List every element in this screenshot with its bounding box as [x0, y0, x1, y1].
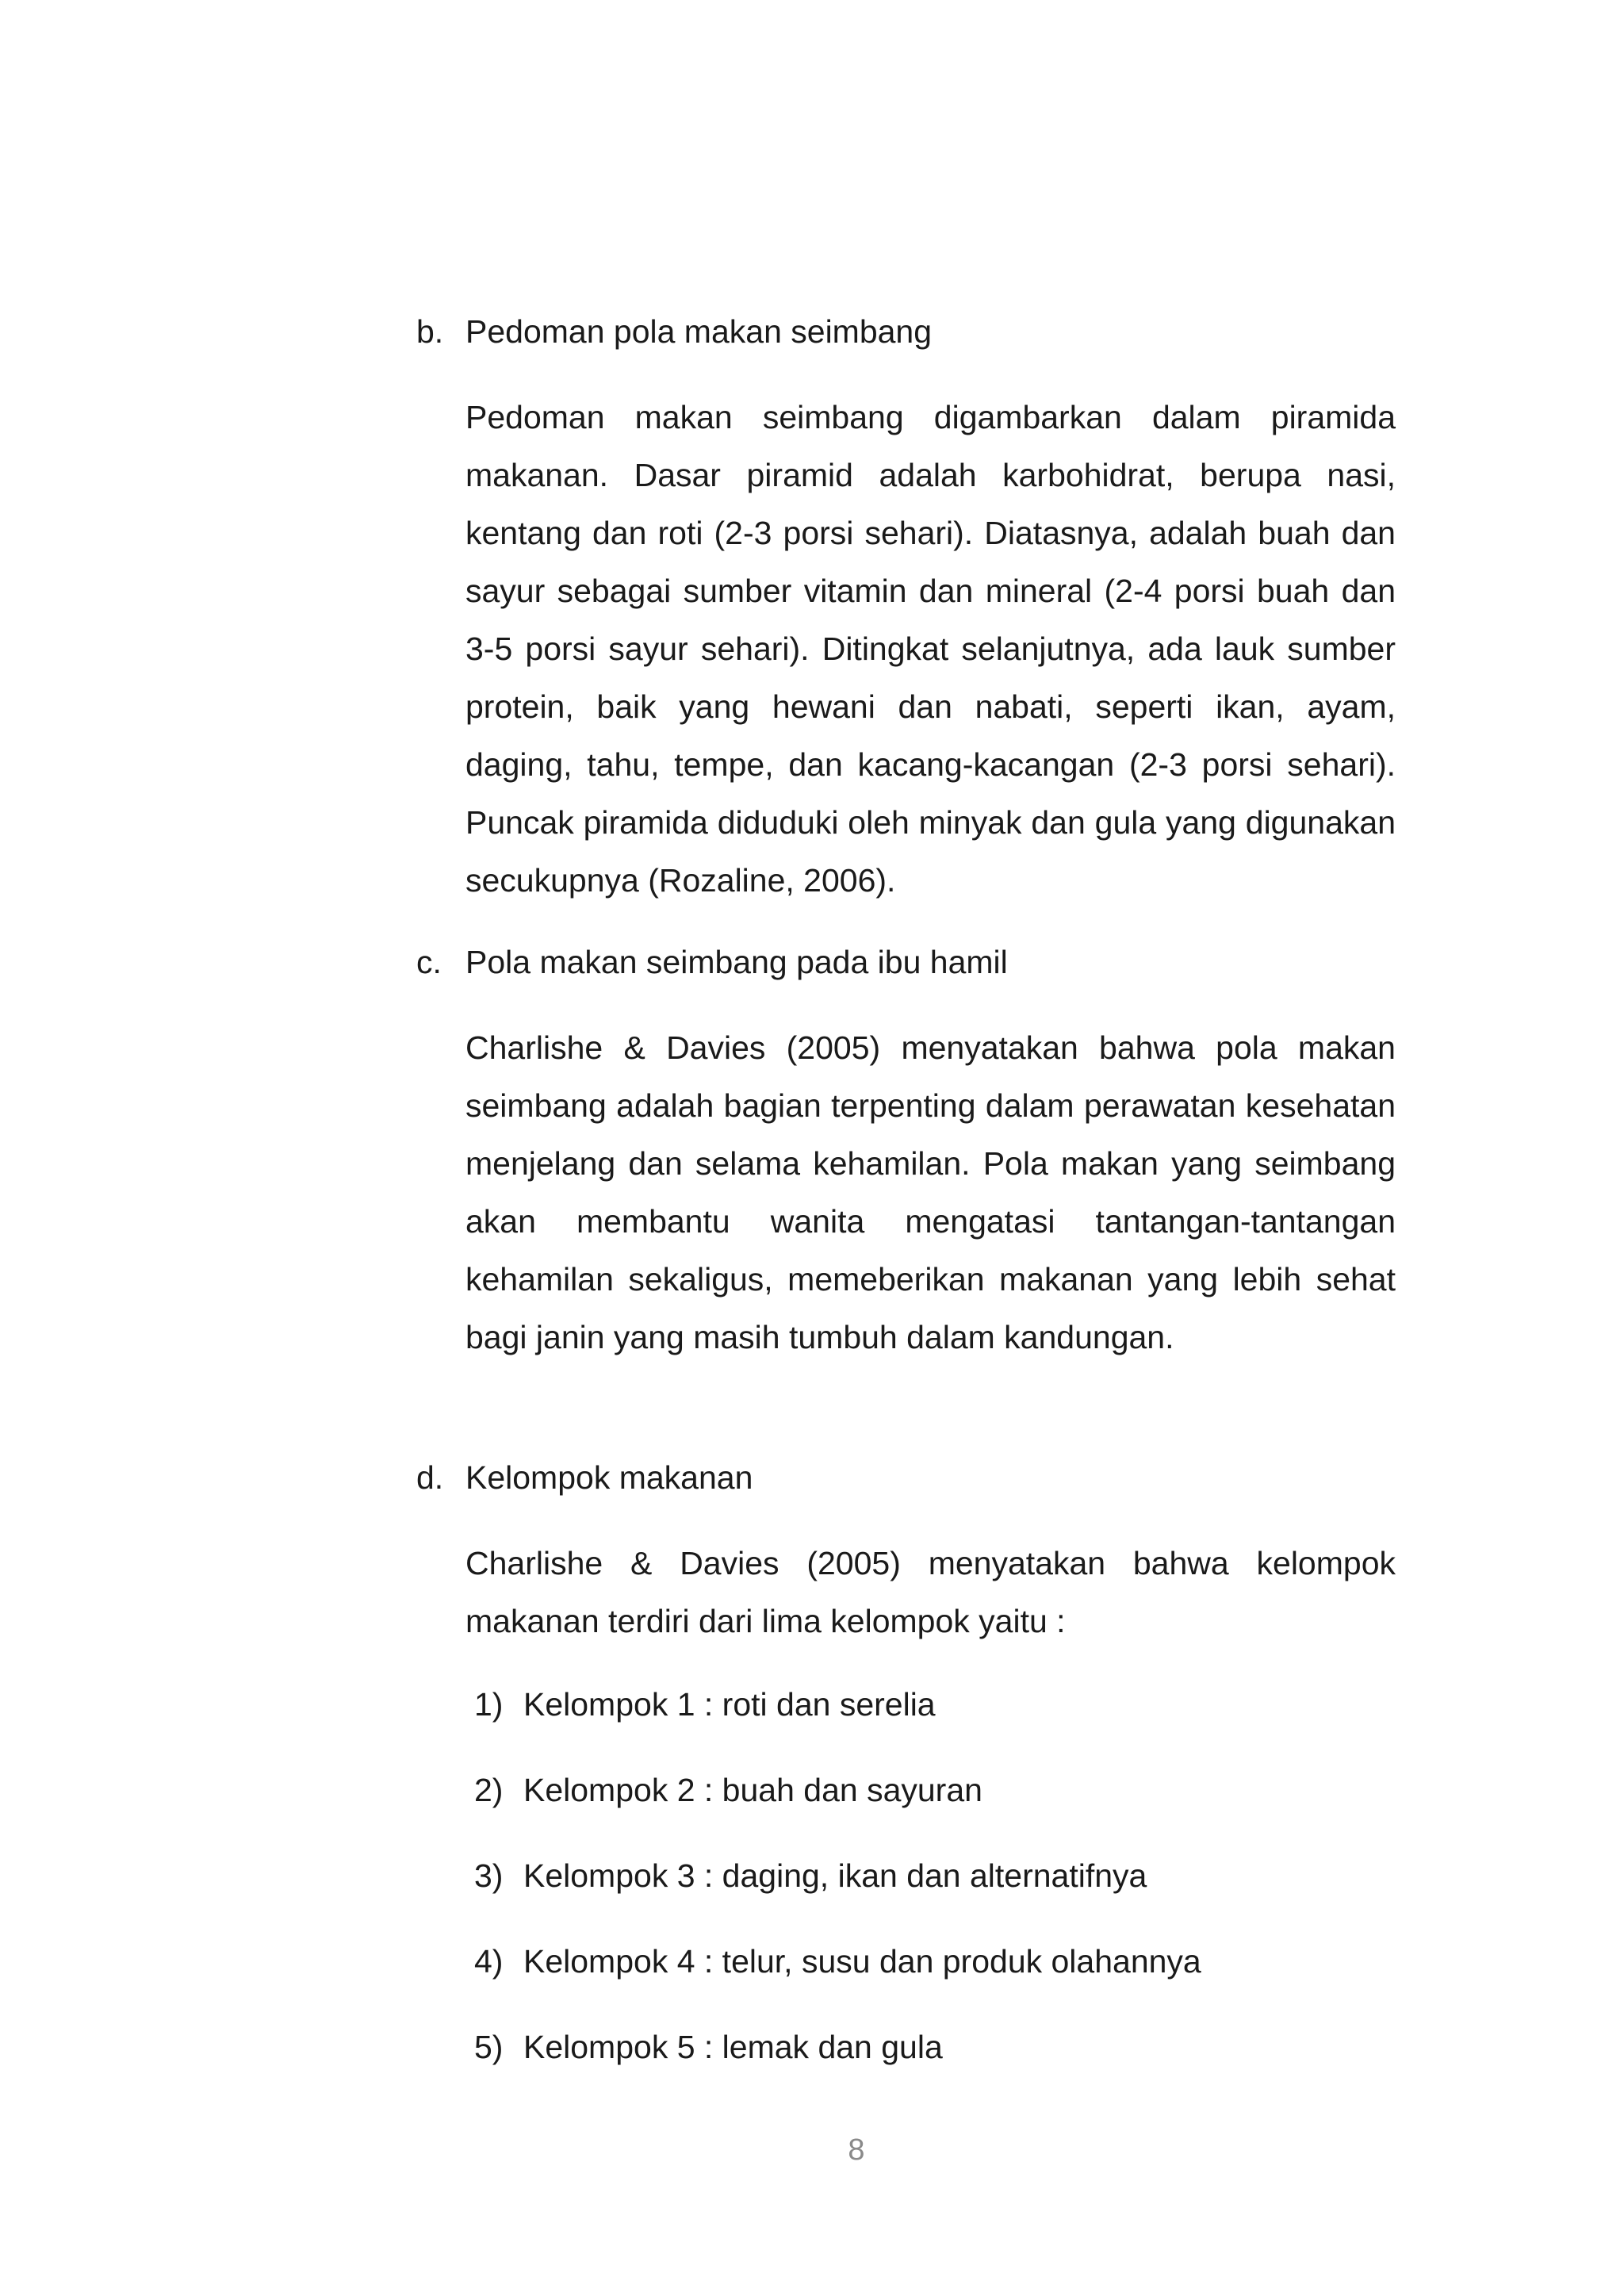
page-number: 8 [848, 2133, 865, 2167]
list-item-number: 4) [474, 1943, 504, 1980]
section-d-title: Kelompok makanan [465, 1459, 753, 1496]
section-d-marker: d. [416, 1459, 444, 1496]
list-item-number: 2) [474, 1772, 504, 1808]
section-c-paragraph: Charlishe & Davies (2005) menyatakan bahwa pola makan seimbang adalah bagian terpenting dalam perawatan kesehatan menjelang dan selama kehamilan. Pola makan yang seimbang akan membantu wanita mengatasi tantangan-tantangan kehamilan sekaligus, memeberikan makanan yang lebih sehat bagi janin yang masih tumbuh dalam kandungan. [465, 1029, 1396, 1355]
list-item-number: 5) [474, 2029, 504, 2065]
section-c-title: Pola makan seimbang pada ibu hamil [465, 944, 1008, 980]
list-item [474, 1685, 936, 1724]
list-item-text: Kelompok 5 : lemak dan gula [523, 2029, 943, 2065]
list-item [474, 1770, 982, 1810]
list-item-text: Kelompok 1 : roti dan serelia [523, 1686, 936, 1723]
list-item-number: 1) [474, 1686, 504, 1723]
section-b-marker: b. [416, 313, 444, 350]
section-d-paragraph: Charlishe & Davies (2005) menyatakan bahwa kelompok makanan terdiri dari lima kelompok yaitu : [465, 1545, 1396, 1639]
list-item [474, 1941, 1201, 1981]
list-item-number: 3) [474, 1857, 504, 1894]
section-d-heading [416, 1458, 753, 1497]
list-item-text: Kelompok 2 : buah dan sayuran [523, 1772, 982, 1808]
section-c-marker: c. [416, 944, 442, 980]
section-b-title: Pedoman pola makan seimbang [465, 313, 933, 350]
section-b-paragraph: Pedoman makan seimbang digambarkan dalam piramida makanan. Dasar piramid adalah karbohidrat, berupa nasi, kentang dan roti (2-3 porsi sehari). Diatasnya, adalah buah dan sayur sebagai sumber vitamin dan mineral (2-4 porsi buah dan 3-5 porsi sayur sehari). Ditingkat selanjutnya, ada lauk sumber protein, baik yang hewani dan nabati, seperti ikan, ayam, daging, tahu, tempe, dan kacang-kacangan (2-3 porsi sehari). Puncak piramida diduduki oleh minyak dan gula yang digunakan secukupnya (Rozaline, 2006). [465, 399, 1396, 899]
list-item [474, 1856, 1147, 1895]
list-item-text: Kelompok 4 : telur, susu dan produk olahannya [523, 1943, 1201, 1980]
list-item-text: Kelompok 3 : daging, ikan dan alternatifnya [523, 1857, 1147, 1894]
section-c-heading [416, 942, 1008, 982]
list-item [474, 2027, 943, 2067]
section-b-heading [416, 312, 932, 351]
